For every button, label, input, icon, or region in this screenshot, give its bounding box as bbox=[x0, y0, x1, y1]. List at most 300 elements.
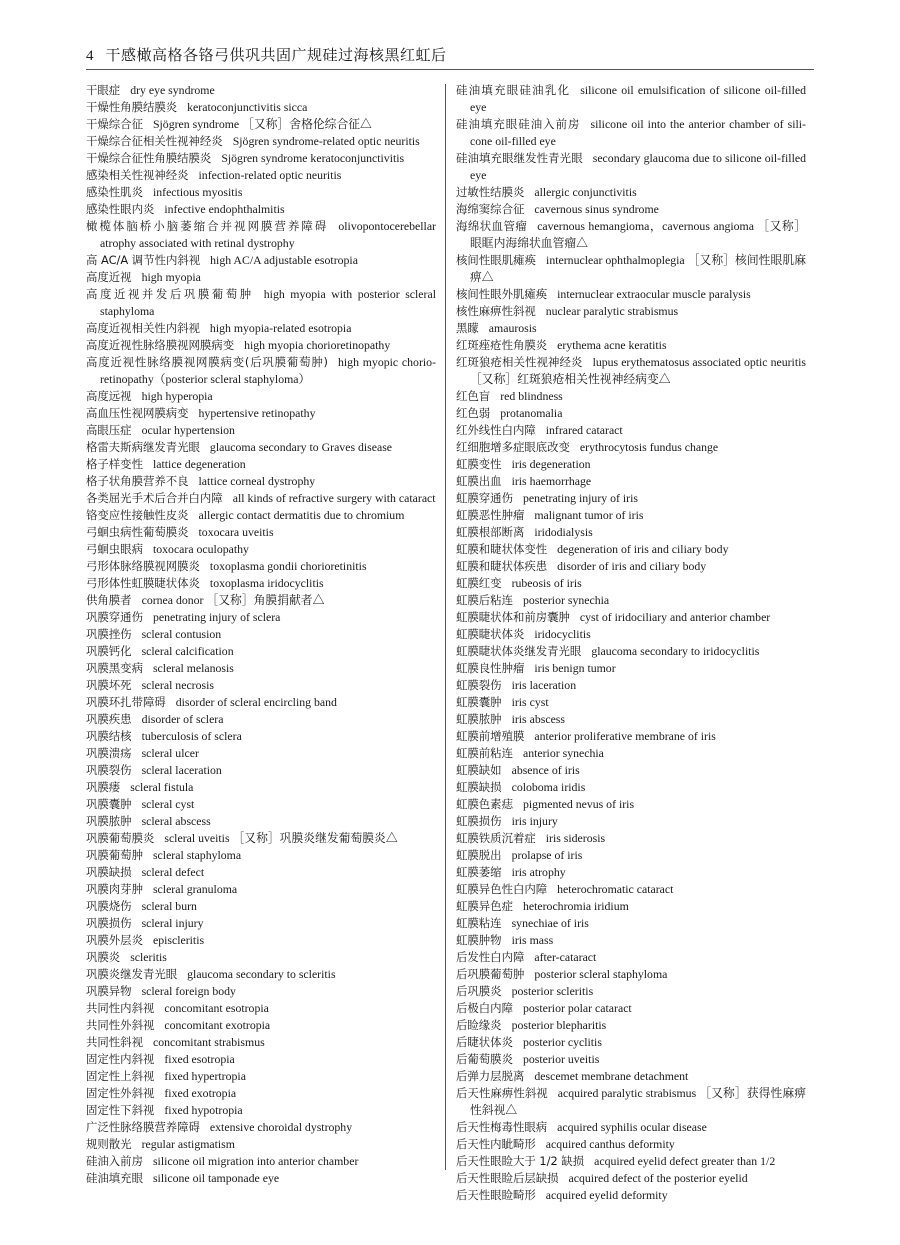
english-term: coloboma iridis bbox=[511, 780, 586, 794]
english-term: scleral cyst bbox=[141, 797, 195, 811]
english-term: disorder of iris and ciliary body bbox=[557, 559, 707, 573]
english-term: toxoplasma iridocyclitis bbox=[209, 576, 324, 590]
glossary-entry bbox=[86, 422, 436, 439]
glossary-entry bbox=[456, 677, 806, 694]
glossary-entry bbox=[86, 1136, 436, 1153]
english-term: posterior polar cataract bbox=[522, 1001, 632, 1015]
chinese-term: 巩膜外层炎 bbox=[86, 933, 143, 947]
english-term: allergic contact dermatitis due to chromium bbox=[198, 508, 405, 522]
english-term: all kinds of refractive surgery with cataract bbox=[232, 491, 436, 505]
chinese-term: 感染性眼内炎 bbox=[86, 202, 155, 216]
glossary-entry bbox=[456, 575, 806, 592]
chinese-term: 虹膜缺损 bbox=[456, 780, 502, 794]
chinese-term: 干燥综合征 bbox=[86, 117, 143, 131]
glossary-entry bbox=[456, 609, 806, 626]
english-term: cavernous hemangioma，cavernous angioma ［又称］眼眶内海绵状血管瘤△ bbox=[470, 219, 806, 250]
glossary-entry bbox=[86, 82, 436, 99]
glossary-entry bbox=[456, 388, 806, 405]
glossary-entry bbox=[456, 456, 806, 473]
glossary-entry bbox=[86, 1068, 436, 1085]
glossary-entry bbox=[456, 881, 806, 898]
chinese-term: 后睑缘炎 bbox=[456, 1018, 502, 1032]
chinese-term: 高度近视性脉络膜视网膜病变(后巩膜葡萄肿) bbox=[86, 355, 328, 369]
english-term: penetrating injury of iris bbox=[522, 491, 638, 505]
english-term: posterior uveitis bbox=[522, 1052, 600, 1066]
glossary-entry bbox=[456, 1034, 806, 1051]
english-term: scleritis bbox=[130, 950, 167, 964]
english-term: acquired paralytic strabismus ［又称］获得性麻痹性斜视△ bbox=[470, 1086, 806, 1117]
chinese-term: 后天性麻痹性斜视 bbox=[456, 1086, 548, 1100]
glossary-entry bbox=[456, 796, 806, 813]
chinese-term: 后睫状体炎 bbox=[456, 1035, 513, 1049]
chinese-term: 规则散光 bbox=[86, 1137, 132, 1151]
chinese-term: 弓形体脉络膜视网膜炎 bbox=[86, 559, 200, 573]
glossary-entry bbox=[86, 473, 436, 490]
glossary-entry bbox=[86, 864, 436, 881]
english-term: scleral burn bbox=[141, 899, 197, 913]
glossary-entry bbox=[456, 711, 806, 728]
english-term: posterior scleritis bbox=[511, 984, 594, 998]
english-term: hypertensive retinopathy bbox=[198, 406, 316, 420]
english-term: glaucoma secondary to scleritis bbox=[187, 967, 336, 981]
english-term: anterior synechia bbox=[522, 746, 604, 760]
chinese-term: 后葡萄膜炎 bbox=[456, 1052, 513, 1066]
glossary-entry bbox=[456, 1085, 806, 1119]
chinese-term: 虹膜粘连 bbox=[456, 916, 502, 930]
chinese-term: 巩膜环扎带障碍 bbox=[86, 695, 166, 709]
chinese-term: 高度近视相关性内斜视 bbox=[86, 321, 200, 335]
chinese-term: 虹膜肿物 bbox=[456, 933, 502, 947]
english-term: extensive choroidal dystrophy bbox=[209, 1120, 353, 1134]
chinese-term: 红细胞增多症眼底改变 bbox=[456, 440, 570, 454]
english-term: synechiae of iris bbox=[511, 916, 589, 930]
english-term: fixed esotropia bbox=[164, 1052, 235, 1066]
chinese-term: 巩膜葡萄膜炎 bbox=[86, 831, 155, 845]
chinese-term: 感染性肌炎 bbox=[86, 185, 143, 199]
chinese-term: 硅油填充眼继发性青光眼 bbox=[456, 151, 583, 165]
chinese-term: 固定性下斜视 bbox=[86, 1103, 155, 1117]
chinese-term: 虹膜出血 bbox=[456, 474, 502, 488]
chinese-term: 固定性内斜视 bbox=[86, 1052, 155, 1066]
chinese-term: 红色盲 bbox=[456, 389, 491, 403]
chinese-term: 弓形体性虹膜睫状体炎 bbox=[86, 576, 200, 590]
glossary-entry bbox=[86, 1102, 436, 1119]
english-term: iris siderosis bbox=[545, 831, 606, 845]
chinese-term: 高度近视 bbox=[86, 270, 132, 284]
glossary-entry bbox=[456, 915, 806, 932]
glossary-entry bbox=[86, 490, 436, 507]
chinese-term: 后巩膜葡萄肿 bbox=[456, 967, 525, 981]
chinese-term: 红外线性白内障 bbox=[456, 423, 536, 437]
english-term: iris haemorrhage bbox=[511, 474, 592, 488]
chinese-term: 黑矇 bbox=[456, 321, 479, 335]
glossary-entry bbox=[86, 592, 436, 609]
glossary-entry bbox=[86, 847, 436, 864]
english-term: scleral laceration bbox=[141, 763, 222, 777]
glossary-entry bbox=[456, 422, 806, 439]
chinese-term: 巩膜穿通伤 bbox=[86, 610, 143, 624]
glossary-entry bbox=[86, 541, 436, 558]
glossary-entry bbox=[86, 337, 436, 354]
chinese-term: 虹膜损伤 bbox=[456, 814, 502, 828]
glossary-entry bbox=[456, 337, 806, 354]
glossary-entry bbox=[86, 898, 436, 915]
english-term: Sjögren syndrome ［又称］舍格伦综合征△ bbox=[152, 117, 372, 131]
glossary-entry bbox=[456, 201, 806, 218]
english-term: degeneration of iris and ciliary body bbox=[557, 542, 729, 556]
glossary-entry bbox=[456, 541, 806, 558]
english-term: nuclear paralytic strabismus bbox=[545, 304, 679, 318]
glossary-entry bbox=[456, 439, 806, 456]
chinese-term: 虹膜穿通伤 bbox=[456, 491, 513, 505]
glossary-entry bbox=[456, 1017, 806, 1034]
glossary-entry bbox=[456, 728, 806, 745]
glossary-entry bbox=[86, 558, 436, 575]
english-term: dry eye syndrome bbox=[130, 83, 215, 97]
english-term: acquired eyelid deformity bbox=[545, 1188, 668, 1202]
chinese-term: 格子状角膜营养不良 bbox=[86, 474, 189, 488]
glossary-entry bbox=[456, 983, 806, 1000]
english-term: fixed hypotropia bbox=[164, 1103, 243, 1117]
glossary-entry bbox=[456, 507, 806, 524]
glossary-entry bbox=[86, 354, 436, 388]
chinese-term: 巩膜挫伤 bbox=[86, 627, 132, 641]
page-number: 4 bbox=[86, 48, 94, 64]
chinese-term: 过敏性结膜炎 bbox=[456, 185, 525, 199]
glossary-entry bbox=[456, 745, 806, 762]
glossary-entry bbox=[456, 1187, 806, 1204]
glossary-entry bbox=[456, 1068, 806, 1085]
chinese-term: 高度远视 bbox=[86, 389, 132, 403]
glossary-entry bbox=[86, 762, 436, 779]
english-term: scleral staphyloma bbox=[152, 848, 242, 862]
glossary-entry bbox=[86, 881, 436, 898]
glossary-entry bbox=[86, 575, 436, 592]
english-term: scleral defect bbox=[141, 865, 205, 879]
glossary-entry bbox=[86, 728, 436, 745]
english-term: iridodialysis bbox=[534, 525, 593, 539]
english-term: scleral foreign body bbox=[141, 984, 236, 998]
english-term: iris atrophy bbox=[511, 865, 566, 879]
chinese-term: 海绵状血管瘤 bbox=[456, 219, 528, 233]
glossary-entry bbox=[456, 1170, 806, 1187]
glossary-entry bbox=[86, 269, 436, 286]
english-term: penetrating injury of sclera bbox=[152, 610, 281, 624]
chinese-term: 虹膜恶性肿瘤 bbox=[456, 508, 525, 522]
chinese-term: 后天性眼睑大于 1/2 缺损 bbox=[456, 1154, 585, 1168]
english-term: acquired canthus deformity bbox=[545, 1137, 675, 1151]
glossary-entry bbox=[86, 388, 436, 405]
chinese-term: 后天性眼睑畸形 bbox=[456, 1188, 536, 1202]
chinese-term: 高 AC/A 调节性内斜视 bbox=[86, 253, 201, 267]
glossary-entry bbox=[86, 1051, 436, 1068]
glossary-entry bbox=[456, 779, 806, 796]
glossary-entry bbox=[86, 286, 436, 320]
glossary-entry bbox=[86, 966, 436, 983]
english-term: toxocara uveitis bbox=[198, 525, 274, 539]
glossary-entry bbox=[86, 1085, 436, 1102]
chinese-term: 虹膜睫状体炎继发青光眼 bbox=[456, 644, 582, 658]
chinese-term: 虹膜睫状体和前房囊肿 bbox=[456, 610, 570, 624]
chinese-term: 干眼症 bbox=[86, 83, 121, 97]
english-term: ocular hypertension bbox=[141, 423, 235, 437]
english-term: descemet membrane detachment bbox=[534, 1069, 689, 1083]
running-header bbox=[86, 40, 814, 70]
english-term: iris degeneration bbox=[511, 457, 591, 471]
chinese-term: 后极白内障 bbox=[456, 1001, 513, 1015]
english-term: scleral injury bbox=[141, 916, 204, 930]
glossary-entry bbox=[86, 405, 436, 422]
english-term: posterior blepharitis bbox=[511, 1018, 607, 1032]
english-term: scleral fistula bbox=[130, 780, 194, 794]
glossary-entry bbox=[86, 694, 436, 711]
glossary-entry bbox=[86, 184, 436, 201]
glossary-entry bbox=[86, 1034, 436, 1051]
english-term: after-cataract bbox=[534, 950, 597, 964]
english-term: posterior cyclitis bbox=[522, 1035, 602, 1049]
english-term: malignant tumor of iris bbox=[534, 508, 644, 522]
chinese-term: 虹膜变性 bbox=[456, 457, 502, 471]
glossary-entry bbox=[86, 660, 436, 677]
english-term: iris mass bbox=[511, 933, 554, 947]
chinese-term: 巩膜裂伤 bbox=[86, 763, 132, 777]
english-term: fixed exotropia bbox=[164, 1086, 237, 1100]
glossary-entry bbox=[86, 133, 436, 150]
chinese-term: 虹膜脱出 bbox=[456, 848, 502, 862]
english-term: amaurosis bbox=[488, 321, 537, 335]
chinese-term: 巩膜疾患 bbox=[86, 712, 132, 726]
glossary-entry bbox=[86, 1170, 436, 1187]
english-term: glaucoma secondary to Graves disease bbox=[209, 440, 393, 454]
glossary-entry bbox=[86, 439, 436, 456]
glossary-entry bbox=[86, 915, 436, 932]
glossary-entry bbox=[456, 218, 806, 252]
english-term: lattice degeneration bbox=[152, 457, 246, 471]
english-term: scleral calcification bbox=[141, 644, 234, 658]
chinese-term: 感染相关性视神经炎 bbox=[86, 168, 189, 182]
english-term: allergic conjunctivitis bbox=[534, 185, 637, 199]
english-term: disorder of scleral encircling band bbox=[175, 695, 337, 709]
english-term: tuberculosis of sclera bbox=[141, 729, 242, 743]
english-term: cyst of iridociliary and anterior chamber bbox=[579, 610, 771, 624]
glossary-entry bbox=[456, 1153, 806, 1170]
running-title: 干感橄高格各铬弓供巩共固广规硅过海核黑红虹后 bbox=[105, 46, 447, 64]
english-term: cornea donor ［又称］角膜捐献者△ bbox=[141, 593, 325, 607]
chinese-term: 后天性内眦畸形 bbox=[456, 1137, 536, 1151]
chinese-term: 虹膜异色症 bbox=[456, 899, 513, 913]
english-term: high myopia chorioretinopathy bbox=[244, 338, 391, 352]
chinese-term: 高度近视性脉络膜视网膜病变 bbox=[86, 338, 235, 352]
english-term: red blindness bbox=[500, 389, 563, 403]
chinese-term: 巩膜炎继发青光眼 bbox=[86, 967, 178, 981]
column-divider bbox=[445, 84, 446, 1170]
chinese-term: 高眼压症 bbox=[86, 423, 132, 437]
chinese-term: 虹膜睫状体炎 bbox=[456, 627, 525, 641]
english-term: silicone oil into the anterior chamber of silicone oil-filled eye bbox=[470, 117, 806, 148]
glossary-entry bbox=[86, 1017, 436, 1034]
glossary-entry bbox=[456, 762, 806, 779]
english-term: posterior synechia bbox=[522, 593, 610, 607]
chinese-term: 虹膜脓肿 bbox=[456, 712, 502, 726]
chinese-term: 格雷夫斯病继发青光眼 bbox=[86, 440, 200, 454]
glossary-entry bbox=[86, 1153, 436, 1170]
glossary-entry bbox=[86, 201, 436, 218]
english-term: acquired syphilis ocular disease bbox=[557, 1120, 707, 1134]
english-term: heterochromatic cataract bbox=[557, 882, 674, 896]
chinese-term: 虹膜异色性白内障 bbox=[456, 882, 548, 896]
glossary-entry bbox=[456, 286, 806, 303]
english-term: iris laceration bbox=[511, 678, 577, 692]
chinese-term: 巩膜葡萄肿 bbox=[86, 848, 143, 862]
glossary-entry bbox=[86, 167, 436, 184]
chinese-term: 各类屈光手术后合并白内障 bbox=[86, 491, 223, 505]
chinese-term: 高血压性视网膜病变 bbox=[86, 406, 189, 420]
chinese-term: 橄榄体脑桥小脑萎缩合并视网膜营养障碍 bbox=[86, 219, 329, 233]
glossary-entry bbox=[86, 507, 436, 524]
chinese-term: 铬变应性接触性皮炎 bbox=[86, 508, 189, 522]
glossary-entry bbox=[456, 150, 806, 184]
chinese-term: 巩膜囊肿 bbox=[86, 797, 132, 811]
chinese-term: 巩膜炎 bbox=[86, 950, 121, 964]
chinese-term: 海绵窦综合征 bbox=[456, 202, 525, 216]
english-term: infective endophthalmitis bbox=[164, 202, 285, 216]
glossary-entry bbox=[456, 864, 806, 881]
english-term: concomitant esotropia bbox=[164, 1001, 269, 1015]
glossary-entry bbox=[86, 779, 436, 796]
english-term: prolapse of iris bbox=[511, 848, 583, 862]
chinese-term: 硅油填充眼 bbox=[86, 1171, 143, 1185]
glossary-entry bbox=[456, 1000, 806, 1017]
english-term: disorder of sclera bbox=[141, 712, 224, 726]
glossary-entry bbox=[456, 966, 806, 983]
chinese-term: 虹膜囊肿 bbox=[456, 695, 502, 709]
glossary-entry bbox=[456, 643, 806, 660]
english-term: acquired defect of the posterior eyelid bbox=[568, 1171, 748, 1185]
chinese-term: 虹膜缺如 bbox=[456, 763, 502, 777]
glossary-entry bbox=[456, 1119, 806, 1136]
chinese-term: 硅油填充眼硅油乳化 bbox=[456, 83, 571, 97]
english-term: Sjögren syndrome keratoconjunctivitis bbox=[221, 151, 405, 165]
chinese-term: 硅油填充眼硅油入前房 bbox=[456, 117, 581, 131]
glossary-entry bbox=[456, 1136, 806, 1153]
english-term: keratoconjunctivitis sicca bbox=[187, 100, 308, 114]
glossary-entry bbox=[86, 252, 436, 269]
glossary-entry bbox=[86, 99, 436, 116]
glossary-entry bbox=[456, 830, 806, 847]
english-term: silicone oil tamponade eye bbox=[152, 1171, 280, 1185]
chinese-term: 红斑狼疮相关性视神经炎 bbox=[456, 355, 583, 369]
chinese-term: 虹膜萎缩 bbox=[456, 865, 502, 879]
english-term: posterior scleral staphyloma bbox=[534, 967, 668, 981]
english-term: olivopontocerebellar atrophy associated with retinal dystrophy bbox=[100, 219, 436, 250]
english-term: high myopia with posterior scleral staphyloma bbox=[100, 287, 436, 318]
english-term: infection-related optic neuritis bbox=[198, 168, 342, 182]
glossary-entry bbox=[456, 524, 806, 541]
english-term: scleral contusion bbox=[141, 627, 222, 641]
chinese-term: 巩膜脓肿 bbox=[86, 814, 132, 828]
glossary-entry bbox=[86, 626, 436, 643]
english-term: internuclear extraocular muscle paralysis bbox=[557, 287, 751, 301]
english-term: episcleritis bbox=[152, 933, 205, 947]
english-term: protanomalia bbox=[500, 406, 563, 420]
english-term: secondary glaucoma due to silicone oil-filled eye bbox=[470, 151, 806, 182]
glossary-entry bbox=[86, 813, 436, 830]
english-term: Sjögren syndrome-related optic neuritis bbox=[232, 134, 420, 148]
chinese-term: 虹膜色素痣 bbox=[456, 797, 513, 811]
english-term: infectious myositis bbox=[152, 185, 243, 199]
glossary-entry bbox=[86, 643, 436, 660]
chinese-term: 巩膜异物 bbox=[86, 984, 132, 998]
english-term: infrared cataract bbox=[545, 423, 623, 437]
chinese-term: 巩膜烧伤 bbox=[86, 899, 132, 913]
glossary-entry bbox=[86, 456, 436, 473]
chinese-term: 弓蛔虫病性葡萄膜炎 bbox=[86, 525, 189, 539]
chinese-term: 红色弱 bbox=[456, 406, 491, 420]
glossary-entry bbox=[456, 592, 806, 609]
english-term: heterochromia iridium bbox=[522, 899, 629, 913]
english-term: scleral granuloma bbox=[152, 882, 238, 896]
english-term: iris abscess bbox=[511, 712, 565, 726]
chinese-term: 后天性梅毒性眼病 bbox=[456, 1120, 548, 1134]
glossary-entry bbox=[86, 320, 436, 337]
chinese-term: 虹膜后粘连 bbox=[456, 593, 513, 607]
glossary-entry bbox=[86, 745, 436, 762]
glossary-entry bbox=[456, 898, 806, 915]
glossary-entry bbox=[456, 1051, 806, 1068]
glossary-entry bbox=[456, 694, 806, 711]
chinese-term: 后天性眼睑后层缺损 bbox=[456, 1171, 559, 1185]
chinese-term: 硅油入前房 bbox=[86, 1154, 143, 1168]
chinese-term: 虹膜裂伤 bbox=[456, 678, 502, 692]
chinese-term: 虹膜红变 bbox=[456, 576, 502, 590]
glossary-entry bbox=[456, 558, 806, 575]
glossary-entry bbox=[456, 660, 806, 677]
english-term: acquired eyelid defect greater than 1/2 bbox=[594, 1154, 776, 1168]
glossary-entry bbox=[456, 473, 806, 490]
chinese-term: 共同性内斜视 bbox=[86, 1001, 155, 1015]
glossary-entry bbox=[86, 932, 436, 949]
english-term: toxoplasma gondii chorioretinitis bbox=[209, 559, 367, 573]
glossary-entry bbox=[456, 252, 806, 286]
english-term: scleral necrosis bbox=[141, 678, 214, 692]
chinese-term: 弓蛔虫眼病 bbox=[86, 542, 143, 556]
chinese-term: 共同性斜视 bbox=[86, 1035, 143, 1049]
english-term: toxocara oculopathy bbox=[152, 542, 249, 556]
chinese-term: 干燥性角膜结膜炎 bbox=[86, 100, 178, 114]
chinese-term: 巩膜结核 bbox=[86, 729, 132, 743]
chinese-term: 巩膜溃疡 bbox=[86, 746, 132, 760]
glossary-entry bbox=[86, 949, 436, 966]
glossary-entry bbox=[86, 1119, 436, 1136]
glossary-entry bbox=[86, 983, 436, 1000]
right-column bbox=[456, 82, 806, 1204]
english-term: lupus erythematosus associated optic neuritis ［又称］红斑狼疮相关性视神经病变△ bbox=[470, 355, 806, 386]
chinese-term: 后发性白内障 bbox=[456, 950, 525, 964]
glossary-entry bbox=[86, 830, 436, 847]
english-term: high myopic chorioretinopathy（posterior scleral staphyloma） bbox=[100, 355, 436, 386]
english-term: scleral melanosis bbox=[152, 661, 234, 675]
english-term: regular astigmatism bbox=[141, 1137, 235, 1151]
glossary-entry bbox=[456, 82, 806, 116]
glossary-entry bbox=[456, 116, 806, 150]
chinese-term: 红斑痤疮性角膜炎 bbox=[456, 338, 548, 352]
glossary-entry bbox=[86, 796, 436, 813]
chinese-term: 巩膜肉芽肿 bbox=[86, 882, 143, 896]
glossary-entry bbox=[86, 218, 436, 252]
english-term: high AC/A adjustable esotropia bbox=[210, 253, 358, 267]
english-term: fixed hypertropia bbox=[164, 1069, 246, 1083]
english-term: erythrocytosis fundus change bbox=[579, 440, 719, 454]
